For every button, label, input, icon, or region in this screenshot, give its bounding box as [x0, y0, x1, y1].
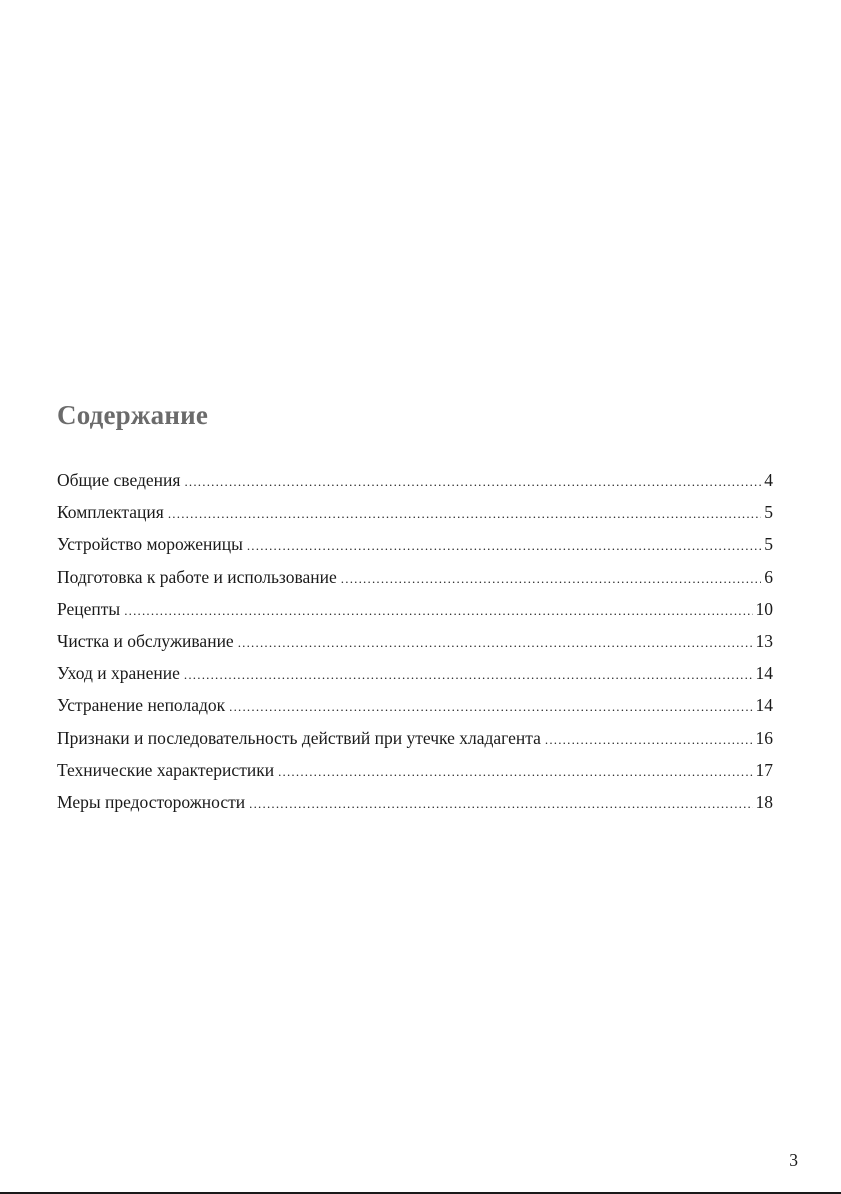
dot-leader	[249, 792, 752, 816]
toc-entry-page: 18	[755, 791, 773, 812]
toc-entry-label: Чистка и обслуживание	[57, 630, 234, 651]
dot-leader	[278, 760, 752, 784]
toc-entry-page: 4	[764, 470, 773, 490]
toc-entry-refrigerant-leak[interactable]	[57, 726, 773, 758]
toc-entry-label: Устранение неполадок	[57, 695, 226, 716]
dot-leader	[247, 534, 761, 558]
toc-entry-specifications[interactable]	[57, 758, 773, 790]
toc-entry-page: 5	[764, 502, 773, 523]
table-of-contents	[57, 468, 773, 822]
toc-entry-page: 17	[755, 759, 773, 780]
toc-entry-label: Признаки и последовательность действий при утечке хладагента	[57, 727, 541, 748]
dot-leader	[184, 470, 761, 494]
toc-entry-device-layout[interactable]	[57, 532, 773, 564]
toc-entry-label: Общие сведения	[57, 470, 181, 490]
dot-leader	[341, 567, 761, 591]
toc-entry-general-info[interactable]	[57, 468, 773, 500]
toc-title: Содержание	[57, 400, 209, 430]
toc-entry-label: Меры предосторожности	[57, 791, 246, 812]
toc-entry-label: Рецепты	[57, 598, 121, 619]
dot-leader	[545, 728, 753, 752]
toc-entry-page: 5	[764, 534, 773, 555]
dot-leader	[168, 502, 761, 526]
toc-entry-label: Подготовка к работе и использование	[57, 566, 337, 587]
dot-leader	[124, 599, 752, 623]
dot-leader	[184, 663, 753, 687]
toc-entry-label: Технические характеристики	[57, 759, 275, 780]
dot-leader	[238, 631, 753, 655]
toc-entry-page: 13	[755, 630, 773, 651]
toc-entry-page: 14	[755, 695, 773, 716]
toc-entry-page: 6	[764, 566, 773, 587]
toc-entry-safety-precautions[interactable]	[57, 790, 773, 822]
toc-entry-package-contents[interactable]	[57, 500, 773, 532]
toc-entry-cleaning-maintenance[interactable]	[57, 629, 773, 661]
toc-entry-preparation-and-use[interactable]	[57, 565, 773, 597]
toc-entry-care-storage[interactable]	[57, 661, 773, 693]
toc-entry-label: Уход и хранение	[57, 663, 180, 684]
toc-entry-page: 14	[755, 663, 773, 684]
page-number: 3	[789, 1150, 798, 1170]
toc-entry-label: Комплектация	[57, 502, 164, 523]
toc-entry-page: 16	[755, 727, 773, 748]
toc-entry-troubleshooting[interactable]	[57, 693, 773, 725]
dot-leader	[229, 695, 752, 719]
toc-entry-label: Устройство мороженицы	[57, 534, 243, 555]
toc-entry-page: 10	[755, 598, 773, 619]
toc-entry-recipes[interactable]	[57, 597, 773, 629]
